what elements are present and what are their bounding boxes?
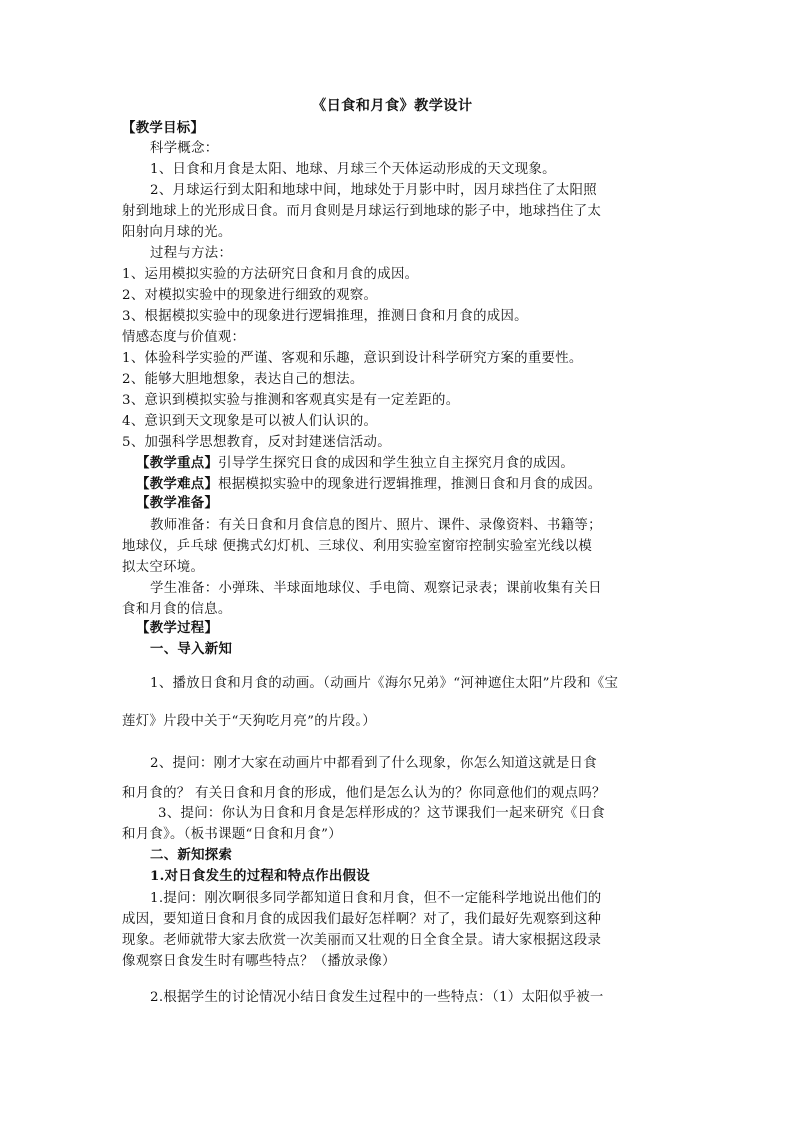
preparation-label: 【教学准备】 xyxy=(136,495,219,511)
intro-item-1-line-2: 莲灯》片段中关于“天狗吃月亮”的片段。） xyxy=(122,714,377,729)
part-2-title: 二、新知探索 xyxy=(150,847,233,863)
student-prep-line-1: 学生准备：小弹珠、半球面地球仪、手电筒、观察记录表；课前收集有关日 xyxy=(150,581,602,596)
part-1-title: 一、导入新知 xyxy=(150,641,233,657)
attitude-4: 4、意识到天文现象是可以被人们认识的。 xyxy=(122,414,378,429)
intro-item-2-line-1: 2、提问：刚才大家在动画片中都看到了什么现象，你怎么知道这就是日食 xyxy=(150,756,597,771)
process-header: 【教学过程】 xyxy=(136,620,219,636)
key-point xyxy=(136,454,574,473)
key-point-label: 【教学重点】 xyxy=(136,455,219,471)
intro-item-3-line-2: 和月食》。（板书课题“日食和月食”） xyxy=(122,827,342,842)
explore-item-2-line-1: 2.根据学生的讨论情况小结日食发生过程中的一些特点：（1）太阳似乎被一 xyxy=(150,990,604,1005)
attitude-1: 1、体验科学实验的严谨、客观和乐趣，意识到设计科学研究方案的重要性。 xyxy=(122,351,583,366)
student-prep-line-2: 食和月食的信息。 xyxy=(122,602,232,617)
objectives-header: 【教学目标】 xyxy=(122,120,205,136)
attitude-label: 情感态度与价值观： xyxy=(122,330,246,345)
concept-2-line-2: 射到地球上的光形成日食。而月食则是月球运行到地球的影子中，地球挡住了太 xyxy=(122,204,602,219)
attitude-5: 5、加强科学思想教育，反对封建迷信活动。 xyxy=(122,435,391,450)
intro-item-2-line-2: 和月食的？ 有关日食和月食的形成，他们是怎么认为的？你同意他们的观点吗？ xyxy=(122,786,606,801)
difficulty-text: 根据模拟实验中的现象进行逻辑推理，推测日食和月食的成因。 xyxy=(218,477,602,492)
document-title: 《日食和月食》教学设计 xyxy=(312,98,473,114)
explore-item-1-line-4: 像观察日食发生时有哪些特点？（播放录像） xyxy=(122,954,396,969)
teacher-prep-line-3: 拟太空环境。 xyxy=(122,560,205,575)
explore-item-1-line-1: 1.提问：刚次啊很多同学都知道日食和月食，但不一定能科学地说出他们的 xyxy=(150,891,602,906)
concept-2-line-3: 阳射向月球的光。 xyxy=(122,225,232,240)
process-1: 1、运用模拟实验的方法研究日食和月食的成因。 xyxy=(122,267,419,282)
intro-item-3-line-1: 3、提问：你认为日食和月食是怎样形成的？这节课我们一起来研究《日食 xyxy=(158,806,605,821)
process-label: 过程与方法： xyxy=(150,246,233,261)
explore-item-1-line-3: 现象。老师就带大家去欣赏一次美丽而又壮观的日全食全景。请大家根据这段录 xyxy=(122,933,602,948)
attitude-2: 2、能够大胆地想象，表达自己的想法。 xyxy=(122,372,364,387)
process-3: 3、根据模拟实验中的现象进行逻辑推理，推测日食和月食的成因。 xyxy=(122,309,528,324)
difficulty-label: 【教学难点】 xyxy=(136,476,219,492)
process-2: 2、对模拟实验中的现象进行细致的观察。 xyxy=(122,288,378,303)
concept-1: 1、日食和月食是太阳、地球、月球三个天体运动形成的天文现象。 xyxy=(150,162,556,177)
intro-item-1-line-1: 1、播放日食和月食的动画。（动画片《海尔兄弟》“河神遮住太阳”片段和《宝 xyxy=(150,676,619,691)
explore-item-1-line-2: 成因，要知道日食和月食的成因我们最好怎样啊？对了，我们最好先观察到这种 xyxy=(122,912,602,927)
concept-2-line-1: 2、月球运行到太阳和地球中间，地球处于月影中时，因月球挡住了太阳照 xyxy=(150,183,597,198)
concept-label: 科学概念： xyxy=(150,141,219,156)
attitude-3: 3、意识到模拟实验与推测和客观真实是有一定差距的。 xyxy=(122,393,460,408)
section-1-title: 1.对日食发生的过程和特点作出假设 xyxy=(150,868,370,884)
teacher-prep-line-1: 教师准备：有关日食和月食信息的图片、照片、课件、录像资料、书籍等； xyxy=(150,518,602,533)
key-point-text: 引导学生探究日食的成因和学生独立自主探究月食的成因。 xyxy=(218,456,575,471)
difficulty xyxy=(136,475,602,494)
teacher-prep-line-2: 地球仪，乒乓球 便携式幻灯机、三球仪、利用实验室窗帘控制实验室光线以模 xyxy=(122,539,593,554)
